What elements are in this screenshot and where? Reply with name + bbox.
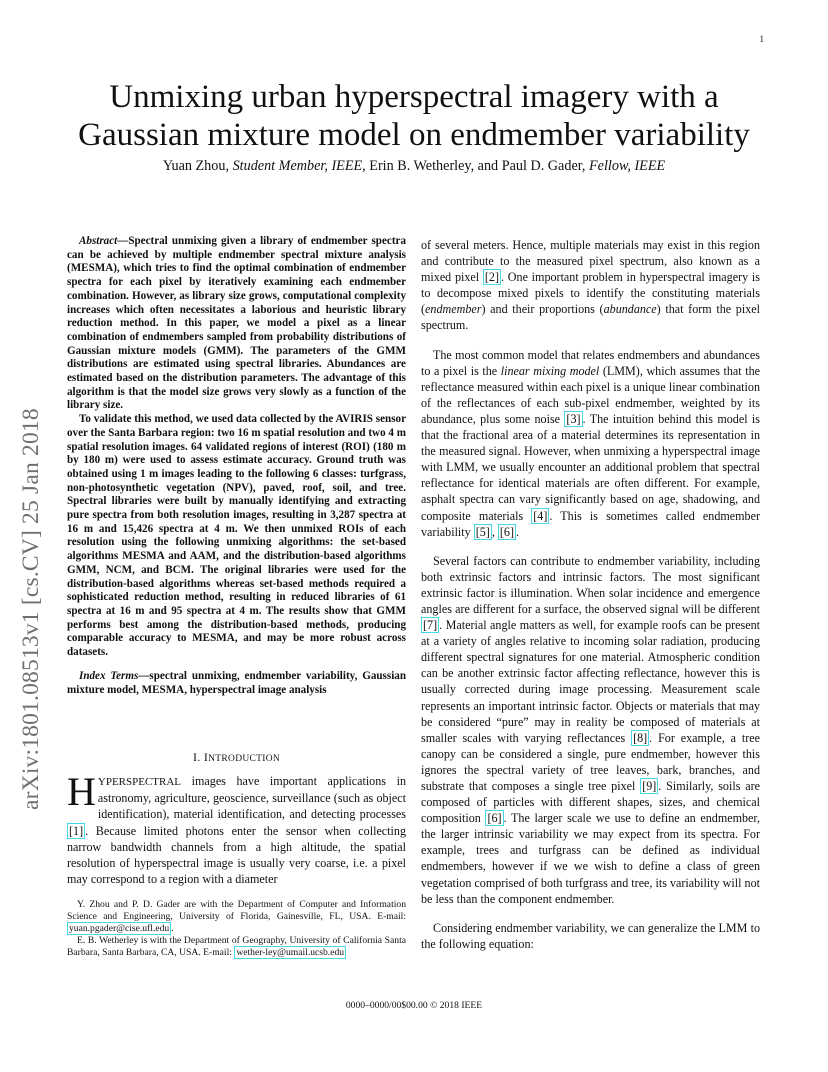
abstract-dash: — — [117, 235, 129, 247]
text-run: . Material angle matters as well, for example roofs can be present at a variety of angles relative to incoming solar radiation, producing different spectral signatures for one material. Atmospheric condition can be another extrinsic factor affecting reflectance, however this is usually corrected during image processing. Measurement scale represents an important intrinsic factor. Objects or materials that may be considered “pure” may in reality be composed of materials at smaller scales with varying reflectances — [421, 618, 760, 745]
section-number: I. — [192, 750, 204, 765]
section-heading-introduction — [67, 749, 406, 767]
citation-link[interactable]: [5] — [475, 524, 490, 539]
text-run: . For example, a tree canopy can be considered a single, pure endmember, however this ignores the spectral variety of tree leaves, bark, branches, and substrate that composes a single tree pixel — [421, 730, 760, 793]
emphasis-lmm: linear mixing model — [500, 363, 600, 378]
right-column — [421, 237, 760, 965]
text-run: The most common model that relates endmembers and abundances to a pixel is the — [421, 347, 760, 378]
text-run: . One important problem in hyperspectral imagery is to decompose mixed pixels to identify the constituting materials ( — [421, 270, 760, 317]
arxiv-identifier-stamp: arXiv:1801.08513v1 [cs.CV] 25 Jan 2018 — [18, 408, 44, 810]
citation-link[interactable]: [1] — [69, 823, 84, 838]
body-paragraph-2 — [421, 347, 760, 540]
intro-paragraph — [67, 769, 406, 887]
section-heading-rest: NTRODUCTION — [208, 754, 281, 765]
emphasis-endmember: endmember — [425, 302, 482, 317]
body-paragraph-3 — [421, 553, 760, 907]
intro-text-b: . Because limited photons enter the sensor when collecting narrow bandwidth channels from a high altitude, the spatial resolution of hyperspectral image is usually very coarse, i.e. a pixel may correspond to a region with a diameter — [67, 823, 406, 886]
abstract-paragraph-2: To validate this method, we used data collected by the AVIRIS sensor over the Santa Barbara region: two 16 m spatial resolution and two 4 m spatial resolution images. 64 validated regions of interest (ROI) (180 m by 180 m) were used to assess estimate accuracy. Ground truth was obtained using 1 m images leading to the following 6 classes: turfgrass, non-photosynthetic vegetation (NPV), paved, roof, soil, and tree. Spectral libraries were built by manually identifying and extracting pure spectra from both resolution images, resulting in 3,287 spectra at 16 m and 15,426 spectra at 4 m. We then unmixed ROIs of each resolution using the following unmixing algorithms: the set-based algorithms MESMA and AAM, and the distribution-based algorithms GMM, NCM, and BCM. The original libraries were used for the distribution-based algorithms whereas set-based methods required a sophisticated reduction method, resulting in reduced libraries of 61 spectra at 16 m and 95 spectra at 4 m. The results show that GMM performs best among the distribution-based methods, producing comparable accuracy to MESMA, and may be more robust across datasets. — [67, 413, 406, 659]
author-footnotes — [67, 899, 406, 959]
citation-link[interactable]: [3] — [566, 411, 581, 426]
page-number: 1 — [759, 34, 764, 44]
paper-title — [60, 78, 768, 154]
emphasis-abundance: abundance — [603, 302, 657, 317]
text-run: . — [516, 524, 520, 539]
text-run: . This is sometimes called endmember variability — [421, 508, 760, 539]
body-paragraph-4: Considering endmember variability, we can generalize the LMM to the following equation: — [421, 920, 760, 951]
title-line-2: Gaussian mixture model on endmember variability — [78, 117, 750, 153]
citation-link[interactable]: [9] — [642, 779, 657, 793]
text-run: (LMM), which assumes that the reflectance measured within each pixel is a unique linear combination of the reflectances of each sub-pixel endmember, weighted by its abundance, plus some noise — [421, 363, 760, 426]
email-link[interactable]: wether-ley@umail.ucsb.edu — [236, 947, 345, 958]
text-run: ) and their proportions ( — [481, 302, 604, 317]
left-column — [67, 235, 406, 887]
drop-cap: H — [67, 769, 96, 815]
abstract-paragraph-1 — [67, 235, 406, 413]
citation-link[interactable]: [6] — [499, 524, 514, 539]
footnote-1 — [67, 899, 406, 935]
text-run: . Similarly, soils are composed of particles with different shapes, sizes, and chemical composition — [421, 779, 760, 826]
copyright-notice: 0000–0000/00$00.00 © 2018 IEEE — [345, 1000, 483, 1011]
author-line — [60, 158, 768, 175]
author-1-role: Student Member, IEEE, — [232, 158, 366, 174]
text-run: Several factors can contribute to endmember variability, including both extrinsic factors and intrinsic factors. The most significant extrinsic factor is illumination. When solar incidence and emergence angles are different for a surface, the observed signal will be different — [421, 553, 760, 616]
footnote-2 — [67, 935, 406, 959]
author-1: Yuan Zhou, — [162, 158, 233, 174]
text-run: . The larger scale we use to define an endmember, the larger intrinsic variability we may expect from its spectra. For example, trees and turfgrass can be defined as individual endmembers, however if we we wish to define a class of green vegetation comprised of both turfgrass and tree, its variability will not be less than the component endmember. — [421, 811, 760, 906]
citation-link[interactable]: [4] — [533, 508, 548, 523]
intro-smallcaps: YPERSPECTRAL — [97, 776, 182, 789]
author-3-role: Fellow, IEEE — [589, 158, 666, 174]
citation-link[interactable]: [7] — [423, 618, 438, 633]
intro-text-a: images have important applications in astronomy, agriculture, geoscience, surveillance (such as object identification), material identification, and detecting processes — [97, 774, 406, 822]
footnote-1-end: . — [171, 923, 174, 934]
title-line-1: Unmixing urban hyperspectral imagery with a — [109, 79, 719, 115]
text-run: of several meters. Hence, multiple materials may exist in this region and contribute to the measured pixel spectrum, also known as a mixed pixel — [421, 238, 760, 285]
footnote-1-text: Y. Zhou and P. D. Gader are with the Department of Computer and Information Science and Engineering, University of Florida, Gainesville, FL, USA. E-mail: — [67, 899, 406, 922]
text-run: , — [491, 524, 498, 539]
author-2-3: Erin B. Wetherley, and Paul D. Gader, — [365, 158, 589, 174]
citation-link[interactable]: [2] — [484, 270, 500, 285]
body-paragraph-1 — [421, 237, 760, 334]
abstract-text-1: Spectral unmixing given a library of endmember spectra can be achieved by multiple endmember spectral mixture analysis (MESMA), which tries to find the optimal combination of endmember spectra for each pixel by iteratively examining each endmember combination. However, as library size grows, computational complexity increases which often necessitates a laborious and heuristic library reduction method. In this paper, we model a pixel as a linear combination of endmembers sampled from probability distributions of Gaussian mixture models (GMM). The parameters of the GMM distributions are estimated using spectral libraries. Abundances are estimated based on the distribution parameters. The advantage of this algorithm is that the model size grows very slowly as a function of the library size. — [67, 235, 406, 412]
text-run: ) that form the pixel spectrum. — [421, 302, 760, 333]
index-terms-label: Index Terms — [79, 669, 139, 682]
citation-link[interactable]: [8] — [633, 730, 648, 745]
citation-link[interactable]: [6] — [487, 811, 502, 826]
section-heading-initial: I — [203, 750, 209, 765]
footnote-2-text: E. B. Wetherley is with the Department of Geography, University of California Santa Barbara, Santa Barbara, CA, USA. E-mail: — [67, 935, 406, 958]
abstract-label: Abstract — [79, 235, 118, 247]
index-terms — [67, 670, 406, 697]
email-link[interactable]: yuan.pgader@cise.ufl.edu — [69, 923, 170, 934]
index-terms-text: —spectral unmixing, endmember variability, Gaussian mixture model, MESMA, hyperspectral image analysis — [67, 669, 406, 696]
text-run: . The intuition behind this model is that the fractional area of a material determines its representation in the measured signal. However, when unmixing a hyperspectral image with LMM, we usually encounter an additional problem that spectral reflectance for identical materials are often different. For example, asphalt spectra can vary significantly based on age, shadowing, and composite materials — [421, 411, 761, 523]
